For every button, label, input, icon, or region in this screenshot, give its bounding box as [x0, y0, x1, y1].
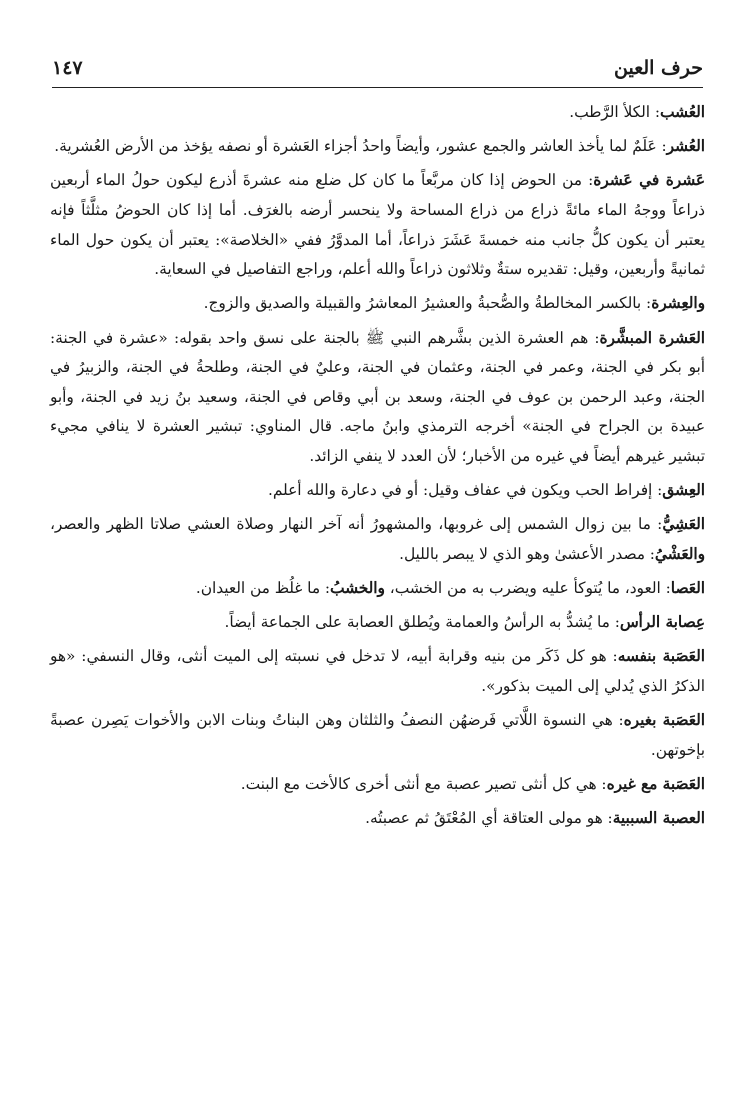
entry-al-asaba-bighayrih — [50, 706, 705, 765]
entry-text: : هم العشرة الذين بشَّرهم النبي ﷺ بالجنة على نسق واحد بقوله: «عشرة في الجنة: أبو بكر في الجنة، وعمر في الجنة، وعثمان في الجنة، وعليٌ في الجنة، وطلحةُ في الجنة، والزبيرُ في الجنة، وعبد الرحمن بن عوف في الجنة، وسعد بن أبي وقاص في الجنة، وسعيد بنُ زيد في الجنة، وأبو عبيدة بن الجراح في الجنة» أخرجه الترمذي وابنُ ماجه. قال المناوي: تبشير العشرة لا ينافي مجيء تبشير غيرهم أيضاً في غيره من الأخبار؛ لأن العدد لا ينفي الزائد. — [50, 328, 705, 465]
entry-text: : عَلَمٌ لما يأخذ العاشر والجمع عشور، وأيضاً واحدُ أجزاء العَشرة أو نصفه يؤخذ من الأرض العُشرية. — [54, 137, 667, 156]
entry-text: : هي كل أنثى تصير عصبة مع أنثى أخرى كالأخت مع البنت. — [240, 775, 607, 793]
entry-subtext: : مصدر الأعشىٰ وهو الذي لا يبصر بالليل. — [399, 544, 655, 563]
entry-term: العَصَبة مع غيره — [606, 775, 705, 793]
chapter-title: حرف العين — [614, 57, 703, 79]
entry-text: : بالكسر المخالطةُ والصُّحبةُ والعشيرُ المعاشرُ والقبيلة والصديق والزوج. — [203, 294, 652, 313]
entry-text: : هو مولى العتاقة أي المُعْتَقُ ثم عصبتُه. — [365, 809, 613, 828]
page-header — [52, 52, 703, 84]
header-rule — [52, 87, 703, 88]
entry-text: : الكلأ الرَّطب. — [569, 103, 661, 121]
entry-term: العَصا — [670, 579, 705, 598]
entry-text: : هو كل ذَكَر من بنيه وقرابة أبيه، لا تدخل في نسبته إلى الميت أنثى، وقال النسفي: «هو الذكرُ الذي يُدلي إلى الميت بذكور». — [50, 647, 705, 696]
entry-term: العُشر — [666, 137, 705, 156]
entry-term: والعِشرة — [651, 294, 705, 313]
entry-term: العَشِيُّ — [662, 515, 705, 534]
page-number: ١٤٧ — [52, 57, 83, 79]
entry-al-ashiyy — [50, 510, 705, 569]
entry-term: العَصَبة بنفسه — [617, 647, 705, 666]
entry-ashra-fi-ashra — [50, 166, 705, 284]
entry-term: العَصَبة بغيره — [623, 711, 705, 730]
entry-term: عَشرة في عَشرة — [593, 171, 705, 190]
entry-al-ushr — [50, 132, 705, 162]
entries-list — [50, 98, 705, 838]
entry-subtext: : ما غلُظ من العيدان. — [195, 579, 331, 598]
entry-term: العَشرة المبشَّرة — [599, 328, 705, 347]
entry-term: العصبة السببية — [612, 809, 705, 828]
entry-text: : هي النسوة اللَّاتي فَرضهُن النصفُ والثلثان وهن البناتُ وبنات الابن والأخوات يَصِرن عصبةً بإخوتهن. — [50, 711, 705, 759]
entry-text: : ما يُشدُّ به الرأسُ والعمامة ويُطلق العصابة على الجماعة أيضاً. — [224, 613, 620, 632]
entry-al-asaba-al-sababiyya — [50, 804, 705, 834]
entry-al-ushb — [50, 98, 705, 128]
entry-al-ishq — [50, 476, 705, 506]
entry-al-asaba-ma-ghayrih — [50, 770, 705, 800]
entry-al-ishra — [50, 289, 705, 319]
entry-al-asaba-binafsih — [50, 642, 705, 701]
entry-al-asa — [50, 574, 705, 604]
entry-al-ashara-al-mubashshara — [50, 324, 705, 472]
entry-text: : من الحوض إذا كان مربَّعاً ما كان كل ضلع منه عشرةَ أذرع ليكون حولُ الماء أربعين ذراعاً ووجهُ الماء مائةً ذراع من ذراع المساحة ولا ينحسر أرضه بالغرَف. أما إذا كان الحوضُ مثلَّثاً فإنه يعتبر أن يكون كلُّ جانب منه خمسةَ عَشَرَ ذراعاً، أما المدوَّرُ ففي «الخلاصة»: يعتبر أن يكون حول الماء ثمانيةً وأربعين، وقيل: تقديره ستةٌ وثلاثون ذراعاً والله أعلم، وراجع التفاصيل في السعاية. — [50, 171, 705, 279]
entry-subterm: والعَشْيُ — [654, 544, 705, 563]
entry-term: العُشب — [660, 103, 705, 121]
entry-term: العِشق — [662, 481, 705, 500]
entry-subterm: والخشبُ — [330, 579, 385, 598]
entry-text: : ما بين زوال الشمس إلى غروبها، والمشهورُ أنه آخر النهار وصلاة العشي صلاتا الظهر والعصر، — [50, 515, 663, 534]
entry-term: عِصابة الرأس — [619, 613, 705, 632]
entry-text: : إفراط الحب ويكون في عفاف وقيل: أو في دعارة والله أعلم. — [267, 481, 663, 500]
entry-isabat-al-ras — [50, 608, 705, 638]
entry-text: : العود، ما يُتوكأ عليه ويضرب به من الخشب، — [384, 579, 671, 598]
